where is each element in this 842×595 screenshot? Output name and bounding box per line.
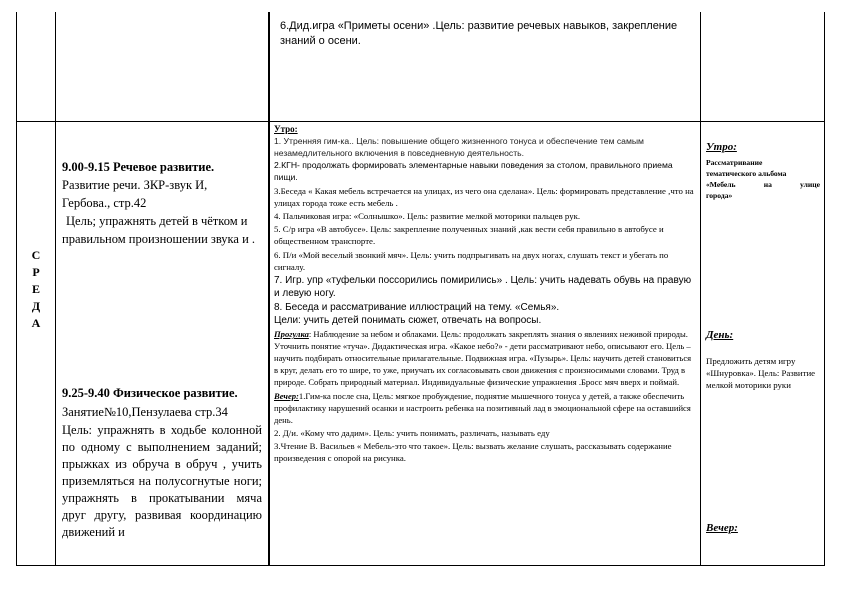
day-letter: А [31,316,41,330]
lesson-line: Гербова., стр.42 [62,196,147,210]
activity-item: 2.КГН- продолжать формировать элементарные навыки поведения за столом, правильного приема пищи. [274,160,673,182]
activity-item: 8. Беседа и рассматривание иллюстраций на тему. «Семья». [274,302,560,313]
evening-text: 1.Гим-ка после сна, Цель: мягкое пробуждение, поднятие мышечного тонуса у детей, а также обеспечить профилактику нарушений осанки и настроить ребенка на позитивный лад в эмоциональной сфере на оставшийся день. [274,391,691,425]
table-border-bottom [16,565,825,566]
lesson-title: 9.25-9.40 Физическое развитие. [62,386,238,400]
walk-label: Прогулка [274,329,309,339]
day-name [18,247,54,332]
right-morning-text [706,157,820,201]
activities-list [274,123,694,563]
activity-item: 1. Утренняя гим-ка.. Цель: повышение общего жизненного тонуса и обеспечение тем самым незамедлительного включения в повседневную деятельность. [274,136,644,158]
walk-text: : Наблюдение за небом и облаками. Цель: продолжать закреплять знания о явлениях неживой природы. Уточнить понятие «туча». Дидактическая игра. «Какое небо?» - дети рассматривают небо, описывают его. Цель – научить подбирать относительные прилагательные. Подвижная игра. «Пузырь». Цель: научить детей становиться в круг, делать его то шире, то уже, приучать их согласовывать свои движения с произносимыми словами. Труд в природе. Собрать природный материал. Индивидуальные физические упражнения .Бросс мяч вверх и поймай. [274,329,692,387]
lesson-title: 9.00-9.15 Речевое развитие. [62,160,215,174]
lesson-goal: Цель; упражнять детей в чётком и правильном произношении звука и . [62,214,256,246]
lesson-line: Занятие№10,Пензулаева стр.34 [62,405,228,419]
evening-block [274,390,694,426]
table-border-right [824,12,825,565]
day-letter: Д [31,299,41,313]
activity-item: 2. Д/и. «Кому что дадим». Цель: учить понимать, различать, называть еду [274,428,550,438]
right-evening-label: Вечер: [706,522,738,534]
activity-item: 5. С/р игра «В автобусе». Цель: закрепление полученных знаний ,как вести себя правильно в автобусе и общественном транспорте. [274,224,664,246]
right-morning [706,140,820,201]
activity-item: 4. Пальчиковая игра: «Солнышко». Цель: развитие мелкой моторики пальцев рук. [274,211,581,221]
table-border-col2 [268,12,270,565]
right-morning-line: тематического альбома [706,169,787,178]
morning-label: Утро: [274,124,298,134]
right-day-text: Предложить детям игру «Шнуровка». Цель: Развитие мелкой моторики руки [706,356,816,390]
day-letter: Е [31,282,40,296]
walk-block [274,328,694,388]
day-letter: С [31,248,41,262]
table-border-col1 [55,12,56,565]
right-morning-line: Рассматривание [706,158,763,167]
lesson-first [62,158,262,248]
activity-item: Цели: учить детей понимать сюжет, отвечать на вопросы. [274,315,542,326]
right-day-label: День: [706,329,734,341]
lesson-second [62,385,262,541]
lesson-goal: Цель: упражнять в ходьбе колонной по одному с выполнением заданий; прыжках из обруча в обруч , учить приземляться на полусогнутые ноги; упражнять в прокатывании мяча друг другу, развивая координацию движений и [62,423,262,539]
lesson-line: Развитие речи. ЗКР-звук И, [62,178,208,192]
row-divider [16,121,825,122]
right-morning-line: города» [706,191,733,200]
table-border-left [16,12,17,565]
right-morning-line: «Мебель на улице [706,180,820,189]
activity-item: 6. П/и «Мой веселый звонкий мяч». Цель: учить подпрыгивать на двух ногах, слушать текст и убегать по сигналу. [274,250,669,272]
activity-item: 3.Чтение В. Васильев « Мебель-это что такое». Цель: вызвать желание слушать, рассказывать содержание произведения с опорой на рисунка. [274,441,672,463]
evening-label: Вечер: [274,391,299,401]
right-morning-label: Утро: [706,141,737,153]
activity-item: 3.Беседа « Какая мебель встречается на улицах, из чего она сделана». Цель: формировать представление ,что на улицах города тоже есть мебель . [274,186,694,208]
day-letter: Р [32,265,40,279]
top-row-activity: 6.Дид.игра «Приметы осени» .Цель: развитие речевых навыков, закрепление знаний о осени. [280,20,678,47]
activity-item: 7. Игр. упр «туфельки поссорились помирились» . Цель: учить надевать обувь на правую и левую ногу. [274,275,692,299]
table-border-col3 [700,12,701,565]
